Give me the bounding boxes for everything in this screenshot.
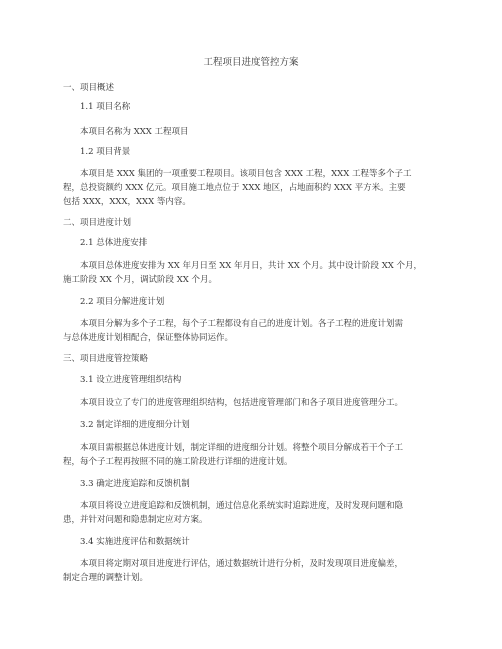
subsection-2-2-text-line-2: 与总体进度计划相配合，保证整体协同运作。	[63, 333, 234, 343]
subsection-3-2-text-line-2: 程，每个子工程再按照不同的施工阶段进行详细的进度计划。	[63, 457, 293, 467]
subsection-2-1-text-line-2: 施工阶段 XX 个月，调试阶段 XX 个月。	[63, 275, 218, 285]
section-3-heading: 三、项目进度管控策略	[63, 354, 149, 364]
subsection-3-3-heading: 3.3 确定进度追踪和反馈机制	[80, 479, 190, 489]
subsection-2-2-heading: 2.2 项目分解进度计划	[80, 297, 165, 307]
subsection-1-2-text-line-3: 包括 XXX，XXX，XXX 等内容。	[63, 197, 191, 207]
section-1-heading: 一、项目概述	[63, 83, 115, 93]
subsection-3-3-text-line-1: 本项目将设立进度追踪和反馈机制，通过信息化系统实时追踪进度，及时发现问题和隐	[80, 501, 404, 511]
subsection-3-4-heading: 3.4 实施进度评估和数据统计	[80, 537, 190, 547]
subsection-3-1-heading: 3.1 设立进度管理组织结构	[80, 375, 182, 385]
subsection-1-1-heading: 1.1 项目名称	[80, 102, 131, 112]
subsection-2-1-text-line-1: 本项目总体进度安排为 XX 年月日至 XX 年月日，共计 XX 个月。其中设计阶段 XX 个月，	[80, 261, 423, 271]
subsection-3-1-text: 本项目设立了专门的进度管理组织结构，包括进度管理部门和各子项目进度管理分工。	[80, 398, 404, 408]
document-title: 工程项目进度管控方案	[203, 57, 299, 68]
subsection-2-2-text-line-1: 本项目分解为多个子工程，每个子工程都设有自己的进度计划。各子工程的进度计划需	[80, 319, 404, 329]
subsection-1-2-heading: 1.2 项目背景	[80, 147, 131, 157]
subsection-1-1-text: 本项目名称为 XXX 工程项目	[80, 127, 189, 137]
section-2-heading: 二、项目进度计划	[63, 218, 132, 228]
subsection-3-3-text-line-2: 患，并针对问题和隐患制定应对方案。	[63, 515, 208, 525]
subsection-3-4-text-line-1: 本项目将定期对项目进度进行评估，通过数据统计进行分析，及时发现项目进度偏差，	[80, 559, 404, 569]
subsection-1-2-text-line-2: 程，总投资额约 XXX 亿元。项目施工地点位于 XXX 地区，占地面积约 XXX 平方米。主要	[63, 183, 406, 193]
subsection-3-2-text-line-1: 本项目需根据总体进度计划，制定详细的进度细分计划。将整个项目分解成若干个子工	[80, 443, 404, 453]
subsection-2-1-heading: 2.1 总体进度安排	[80, 238, 148, 248]
subsection-3-2-heading: 3.2 制定详细的进度细分计划	[80, 420, 190, 430]
subsection-3-4-text-line-2: 制定合理的调整计划。	[63, 573, 149, 583]
subsection-1-2-text-line-1: 本项目是 XXX 集团的一项重要工程项目。该项目包含 XXX 工程，XXX 工程等多个子工	[80, 169, 412, 179]
